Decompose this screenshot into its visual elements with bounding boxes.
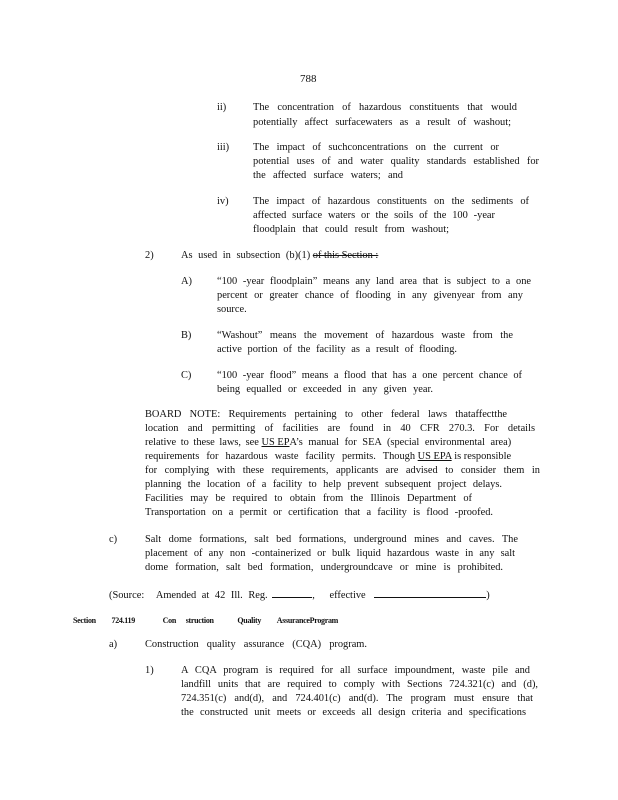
def-b-line2: active portion of the facility as a result of flooding. — [217, 344, 457, 355]
list-label-ii: ii) — [217, 102, 227, 113]
source-line — [109, 587, 490, 604]
def-c-line2: being equalled or exceeded in any given year. — [217, 384, 433, 395]
def-a-line3: source. — [217, 304, 247, 315]
def-label-c: C) — [181, 370, 192, 381]
board-note-line7: Facilities may be required to obtain from the Illinois Department of — [145, 493, 472, 504]
section-title-part4: AssuranceProgram — [276, 616, 339, 625]
item-c-line1: Salt dome formations, salt bed formations, underground mines and caves. The — [145, 534, 518, 545]
def-label-a: A) — [181, 276, 192, 287]
list-item-iv-line1: The impact of hazardous constituents on the sediments of — [253, 196, 529, 207]
cqa-1-line4: the constructed unit meets or exceeds all design criteria and specifications — [181, 707, 526, 718]
board-note-us-epa-link: US EP — [261, 437, 290, 448]
section-number: 724.119 — [111, 616, 135, 625]
list-label-iii: iii) — [217, 142, 230, 153]
item-c-line2: placement of any non -containerized or bulk liquid hazardous waste in any salt — [145, 548, 515, 559]
item-label-2: 2) — [145, 250, 154, 261]
list-item-ii-line2: potentially affect surfacewaters as a result of washout; — [253, 117, 511, 128]
list-label-iv: iv) — [217, 196, 229, 207]
source-amended: Amended at 42 Ill. Reg. — [155, 590, 268, 601]
page-number: 788 — [300, 73, 317, 85]
board-note-line6: planning the location of a facility to help prevent subsequent project delays. — [145, 479, 502, 490]
cqa-1-line2: landfill units that are required to comply with Sections 724.321(c) and (d), — [181, 679, 538, 690]
cqa-a-text: Construction quality assurance (CQA) program. — [145, 639, 367, 650]
item-label-c: c) — [109, 534, 118, 545]
board-note-line1: BOARD NOTE: Requirements pertaining to other federal laws thataffectthe — [145, 409, 507, 420]
cqa-label-a: a) — [109, 639, 118, 650]
def-a-line2: percent or greater chance of flooding in any givenyear from any — [217, 290, 523, 301]
source-effective: effective — [329, 590, 366, 601]
list-item-iii-line2: potential uses of and water quality standards established for — [253, 156, 539, 167]
board-note-line4-start: requirements for hazardous waste facility permits. Though — [145, 451, 416, 462]
section-label: Section — [73, 616, 96, 625]
source-reg-blank — [272, 587, 312, 598]
def-label-b: B) — [181, 330, 192, 341]
section-title-part2: struction — [185, 616, 214, 625]
board-note-line5: for complying with these requirements, applicants are advised to consider them in — [145, 465, 540, 476]
item-2-struck-text: of this Section : — [312, 250, 379, 261]
source-comma: , — [312, 590, 315, 601]
list-item-iii-line1: The impact of suchconcentrations on the current or — [253, 142, 499, 153]
source-effective-blank — [374, 587, 486, 598]
source-prefix: (Source: — [109, 590, 145, 601]
section-title-part3: Quality — [237, 616, 262, 625]
cqa-1-line3: 724.351(c) and(d), and 724.401(c) and(d). The program must ensure that — [181, 693, 533, 704]
list-item-iv-line3: floodplain that could result from washout; — [253, 224, 449, 235]
board-note-line3-end: A’s manual for SEA (special environmental area) — [289, 437, 512, 448]
item-c-line3: dome formation, salt bed formation, undergroundcave or mine is prohibited. — [145, 562, 503, 573]
def-a-line1: “100 -year floodplain” means any land area that is subject to a one — [217, 276, 531, 287]
list-item-iv-line2: affected surface waters or the soils of the 100 -year — [253, 210, 495, 221]
cqa-label-1: 1) — [145, 665, 154, 676]
source-suffix: ) — [486, 590, 490, 601]
list-item-ii-line1: The concentration of hazardous constituents that would — [253, 102, 517, 113]
cqa-1-line1: A CQA program is required for all surface impoundment, waste pile and — [181, 665, 530, 676]
def-b-line1: “Washout” means the movement of hazardous waste from the — [217, 330, 513, 341]
board-note-line3-start: relative to these laws, see — [145, 437, 259, 448]
def-c-line1: “100 -year flood” means a flood that has a one percent chance of — [217, 370, 522, 381]
item-2-text — [181, 249, 378, 264]
board-note-line4 — [145, 450, 511, 465]
section-heading — [73, 614, 338, 629]
board-note-line8: Transportation on a permit or certification that a facility is flood -proofed. — [145, 507, 493, 518]
item-2-text-main: As used in subsection (b)(1) — [181, 250, 311, 261]
board-note-line3 — [145, 436, 511, 451]
section-title-part1: Con — [162, 616, 176, 625]
board-note-line4-end: is responsible — [454, 451, 512, 462]
list-item-iii-line3: the affected surface waters; and — [253, 170, 403, 181]
board-note-line2: location and permitting of facilities are found in 40 CFR 270.3. For details — [145, 423, 535, 434]
board-note-us-epa: US EPA — [417, 451, 452, 462]
